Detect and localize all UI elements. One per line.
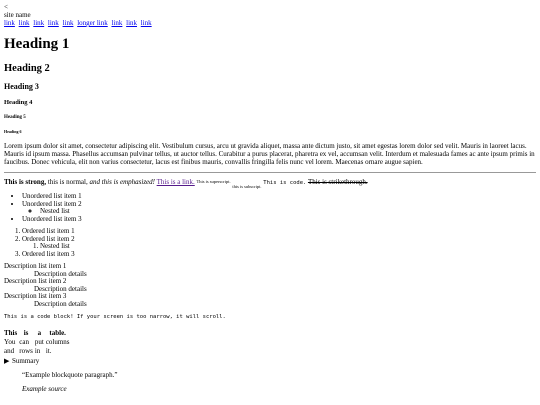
code-block[interactable]: This is a code block! If your screen is too narrow, it will scroll. <box>4 314 226 320</box>
nested-list-item: ◦ Nested list <box>40 208 536 216</box>
list-item: • Unordered list item 1 <box>22 193 536 201</box>
description-details: Description details <box>34 284 87 293</box>
ordered-list <box>4 228 536 258</box>
table-row <box>4 339 70 346</box>
site-nav <box>4 19 536 28</box>
table-cell: it. <box>45 347 52 356</box>
details-disclosure <box>4 357 536 365</box>
table-header-cell: is <box>23 329 29 338</box>
table-header-cell: This <box>4 329 18 338</box>
lorem-paragraph: Lorem ipsum dolor sit amet, consectetur adipiscing elit. Vestibulum cursus, arcu ut gravida aliquet, massa ante dictum justo, sit amet egestas lorem dolor sed velit. Mauris in laoreet lacus. Mauris id ipsum massa. Phasellus accumsan pulvinar tellus, ut auctor tellus. Curabitur a purus placerat, pharetra ex vel, accumsan velit. Interdum et malesuada fames ac ante ipsum primis in faucibus. Donec vehicula, elit non varius consectetur, lacus est finibus mauris, convallis fringilla felis nunc vel lorem. Maecenas ornare augue sapien. <box>4 142 535 166</box>
table-cell: in <box>34 347 41 356</box>
heading-1: Heading 1 <box>4 36 70 52</box>
nav-link[interactable]: link <box>18 19 30 27</box>
list-item: 3. Ordered list item 3 <box>22 251 536 259</box>
nav-link[interactable]: link <box>62 19 74 27</box>
back-link[interactable]: < <box>4 3 8 11</box>
table-header-cell: table. <box>49 329 66 338</box>
site-name: site name <box>4 11 31 19</box>
emphasized-text: and this is emphasized! <box>89 178 155 186</box>
blockquote-source: Example source <box>22 385 67 394</box>
list-item <box>22 201 536 216</box>
horizontal-rule <box>4 172 536 173</box>
heading-3: Heading 3 <box>4 82 39 91</box>
description-details: Description details <box>34 299 87 308</box>
nav-link[interactable]: link <box>47 19 59 27</box>
inline-link[interactable]: This is a link. <box>156 178 195 186</box>
details-summary[interactable] <box>4 357 536 365</box>
table-cell: You <box>4 338 16 347</box>
list-item-label: Ordered list item 2 <box>22 234 75 243</box>
nav-link[interactable]: link <box>111 19 123 27</box>
description-term: Description list item 1 <box>4 262 67 270</box>
unordered-list <box>4 193 536 223</box>
table-cell: columns <box>45 338 70 347</box>
table-cell: rows <box>19 347 33 356</box>
strong-text: This is strong, <box>4 178 47 186</box>
data-table <box>2 328 72 357</box>
table-header-row <box>4 330 70 337</box>
strikethrough-text: This is strikethrough. <box>307 178 368 186</box>
nav-link[interactable]: link <box>33 19 45 27</box>
list-item: • Unordered list item 3 <box>22 216 536 224</box>
disclosure-triangle-icon: ▶ <box>4 357 10 366</box>
heading-2: Heading 2 <box>4 63 50 74</box>
table-cell: and <box>4 347 15 356</box>
heading-6: Heading 6 <box>4 129 22 134</box>
description-list <box>4 263 536 308</box>
nav-link[interactable]: link <box>140 19 152 27</box>
inline-elements-paragraph <box>4 178 536 188</box>
normal-text: this is normal, <box>46 178 90 186</box>
nav-link-longer[interactable]: longer link <box>77 19 108 27</box>
subscript-text: this is subscript. <box>232 184 262 189</box>
description-term: Description list item 2 <box>4 277 67 285</box>
description-term: Description list item 3 <box>4 292 67 300</box>
nested-unordered-list <box>22 208 536 216</box>
table-cell: can <box>19 338 29 347</box>
nested-ordered-list <box>22 243 536 251</box>
nested-list-item: 1. Nested list <box>40 243 536 251</box>
superscript-text: This is superscript. <box>196 179 231 184</box>
heading-4: Heading 4 <box>4 99 33 106</box>
blockquote <box>22 371 536 393</box>
list-item <box>22 236 536 251</box>
inline-code: This is code. <box>263 180 307 186</box>
description-details: Description details <box>34 269 87 278</box>
heading-5: Heading 5 <box>4 115 26 120</box>
nav-link[interactable]: link <box>4 19 15 27</box>
summary-label: Summary <box>12 357 40 366</box>
table-cell: put <box>34 338 44 347</box>
list-item: 1. Ordered list item 1 <box>22 228 536 236</box>
list-item-label: Unordered list item 2 <box>22 199 82 208</box>
nav-link[interactable]: link <box>126 19 138 27</box>
table-header-cell: a <box>37 329 42 338</box>
table-row <box>4 348 70 355</box>
blockquote-text: “Example blockquote paragraph.” <box>22 371 118 380</box>
